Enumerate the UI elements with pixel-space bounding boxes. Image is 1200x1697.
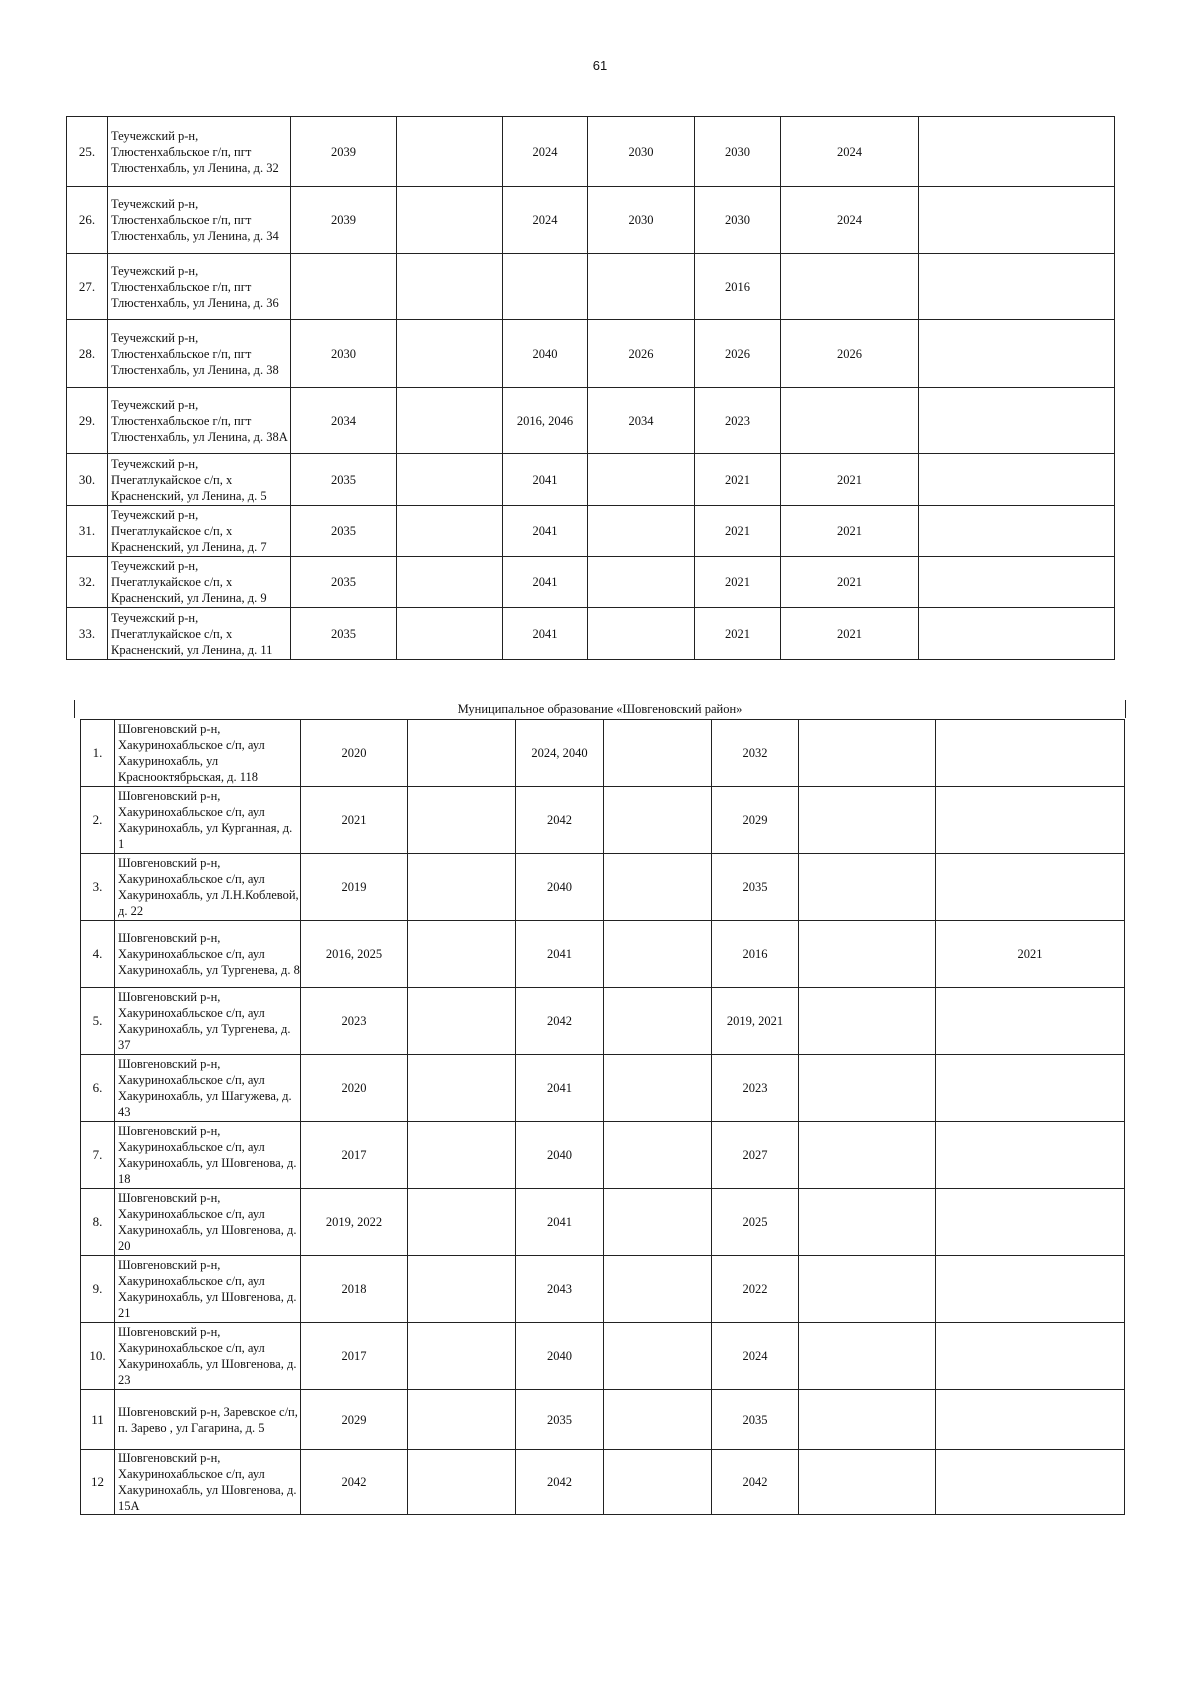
year-cell: 2016 <box>712 921 799 988</box>
table-row <box>81 720 1125 787</box>
year-cell <box>408 988 516 1055</box>
address-cell: Теучежский р-н, Тлюстенхабльское г/п, пгт Тлюстенхабль, ул Ленина, д. 36 <box>108 254 291 320</box>
year-cell <box>799 988 936 1055</box>
year-cell: 2042 <box>516 988 604 1055</box>
year-cell <box>919 187 1115 254</box>
year-cell <box>919 388 1115 454</box>
address-cell: Теучежский р-н, Тлюстенхабльское г/п, пгт Тлюстенхабль, ул Ленина, д. 34 <box>108 187 291 254</box>
year-cell <box>781 254 919 320</box>
year-cell <box>408 1256 516 1323</box>
row-number: 30. <box>67 454 108 506</box>
year-cell <box>936 988 1125 1055</box>
address-cell: Шовгеновский р-н, Хакуринохабльское с/п, аул Хакуринохабль, ул Шовгенова, д. 21 <box>115 1256 301 1323</box>
year-cell: 2030 <box>588 117 695 187</box>
year-cell <box>604 1256 712 1323</box>
year-cell <box>397 187 503 254</box>
year-cell: 2030 <box>291 320 397 388</box>
year-cell <box>604 921 712 988</box>
year-cell: 2040 <box>516 854 604 921</box>
year-cell <box>799 1122 936 1189</box>
year-cell: 2041 <box>503 608 588 660</box>
year-cell <box>799 1323 936 1390</box>
year-cell <box>919 557 1115 608</box>
table-row <box>67 320 1115 388</box>
year-cell <box>397 608 503 660</box>
row-number: 33. <box>67 608 108 660</box>
year-cell: 2019, 2022 <box>301 1189 408 1256</box>
year-cell: 2025 <box>712 1189 799 1256</box>
year-cell: 2039 <box>291 187 397 254</box>
table-row <box>67 506 1115 557</box>
year-cell: 2024 <box>503 117 588 187</box>
year-cell: 2029 <box>712 787 799 854</box>
table-row <box>67 454 1115 506</box>
year-cell: 2035 <box>712 1390 799 1450</box>
year-cell: 2041 <box>503 506 588 557</box>
address-cell: Шовгеновский р-н, Хакуринохабльское с/п, аул Хакуринохабль, ул Шагужева, д. 43 <box>115 1055 301 1122</box>
year-cell: 2026 <box>781 320 919 388</box>
address-cell: Теучежский р-н, Тлюстенхабльское г/п, пгт Тлюстенхабль, ул Ленина, д. 38 <box>108 320 291 388</box>
row-number: 10. <box>81 1323 115 1390</box>
table-row <box>81 1189 1125 1256</box>
year-cell: 2021 <box>695 557 781 608</box>
year-cell: 2017 <box>301 1122 408 1189</box>
table-row <box>81 1256 1125 1323</box>
year-cell <box>604 1055 712 1122</box>
address-cell: Теучежский р-н, Пчегатлукайское с/п, х Красненский, ул Ленина, д. 9 <box>108 557 291 608</box>
year-cell: 2016 <box>695 254 781 320</box>
year-cell <box>408 1390 516 1450</box>
year-cell: 2043 <box>516 1256 604 1323</box>
year-cell: 2035 <box>291 506 397 557</box>
year-cell <box>604 1122 712 1189</box>
year-cell: 2035 <box>291 454 397 506</box>
year-cell: 2030 <box>588 187 695 254</box>
table-row <box>67 254 1115 320</box>
year-cell: 2026 <box>695 320 781 388</box>
year-cell <box>799 1055 936 1122</box>
table-row <box>81 787 1125 854</box>
year-cell: 2042 <box>516 1450 604 1515</box>
year-cell: 2035 <box>712 854 799 921</box>
year-cell <box>408 854 516 921</box>
year-cell: 2024 <box>712 1323 799 1390</box>
row-number: 1. <box>81 720 115 787</box>
section-heading: Муниципальное образование «Шовгеновский район» <box>74 700 1126 718</box>
year-cell <box>781 388 919 454</box>
row-number: 32. <box>67 557 108 608</box>
year-cell <box>408 1189 516 1256</box>
year-cell <box>397 117 503 187</box>
year-cell: 2023 <box>301 988 408 1055</box>
year-cell <box>936 1323 1125 1390</box>
year-cell: 2020 <box>301 1055 408 1122</box>
year-cell <box>604 1390 712 1450</box>
address-cell: Шовгеновский р-н, Хакуринохабльское с/п, аул Хакуринохабль, ул Шовгенова, д. 18 <box>115 1122 301 1189</box>
row-number: 28. <box>67 320 108 388</box>
year-cell: 2024 <box>781 117 919 187</box>
table-body <box>81 720 1125 1515</box>
year-cell: 2021 <box>695 608 781 660</box>
year-cell <box>919 454 1115 506</box>
year-cell: 2023 <box>695 388 781 454</box>
year-cell: 2021 <box>695 506 781 557</box>
year-cell <box>408 1450 516 1515</box>
year-cell <box>408 1323 516 1390</box>
year-cell: 2042 <box>712 1450 799 1515</box>
year-cell <box>799 1450 936 1515</box>
year-cell: 2041 <box>516 1055 604 1122</box>
row-number: 27. <box>67 254 108 320</box>
row-number: 26. <box>67 187 108 254</box>
year-cell <box>397 557 503 608</box>
year-cell: 2035 <box>291 608 397 660</box>
row-number: 29. <box>67 388 108 454</box>
address-cell: Шовгеновский р-н, Хакуринохабльское с/п, аул Хакуринохабль, ул Тургенева, д. 37 <box>115 988 301 1055</box>
year-cell <box>408 921 516 988</box>
row-number: 25. <box>67 117 108 187</box>
table-row <box>67 557 1115 608</box>
row-number: 4. <box>81 921 115 988</box>
address-cell: Теучежский р-н, Тлюстенхабльское г/п, пгт Тлюстенхабль, ул Ленина, д. 32 <box>108 117 291 187</box>
address-cell: Шовгеновский р-н, Хакуринохабльское с/п, аул Хакуринохабль, ул Шовгенова, д. 15А <box>115 1450 301 1515</box>
address-cell: Шовгеновский р-н, Хакуринохабльское с/п, аул Хакуринохабль, ул Краснооктябрьская, д. 118 <box>115 720 301 787</box>
year-cell <box>604 1450 712 1515</box>
year-cell <box>919 608 1115 660</box>
address-cell: Шовгеновский р-н, Хакуринохабльское с/п, аул Хакуринохабль, ул Тургенева, д. 8 <box>115 921 301 988</box>
table-row <box>67 388 1115 454</box>
address-cell: Теучежский р-н, Пчегатлукайское с/п, х Красненский, ул Ленина, д. 7 <box>108 506 291 557</box>
year-cell <box>408 1122 516 1189</box>
table-row <box>81 1055 1125 1122</box>
year-cell <box>936 1450 1125 1515</box>
year-cell: 2020 <box>301 720 408 787</box>
table-row <box>67 117 1115 187</box>
year-cell: 2018 <box>301 1256 408 1323</box>
row-number: 5. <box>81 988 115 1055</box>
address-cell: Теучежский р-н, Пчегатлукайское с/п, х Красненский, ул Ленина, д. 11 <box>108 608 291 660</box>
table-teuchezh <box>66 116 1115 660</box>
year-cell: 2023 <box>712 1055 799 1122</box>
year-cell <box>604 1189 712 1256</box>
year-cell <box>408 1055 516 1122</box>
year-cell <box>936 1122 1125 1189</box>
address-cell: Шовгеновский р-н, Хакуринохабльское с/п, аул Хакуринохабль, ул Шовгенова, д. 23 <box>115 1323 301 1390</box>
year-cell <box>588 608 695 660</box>
year-cell: 2021 <box>781 608 919 660</box>
year-cell <box>588 557 695 608</box>
year-cell: 2016, 2025 <box>301 921 408 988</box>
year-cell <box>291 254 397 320</box>
year-cell: 2041 <box>516 1189 604 1256</box>
year-cell: 2034 <box>291 388 397 454</box>
year-cell: 2017 <box>301 1323 408 1390</box>
row-number: 7. <box>81 1122 115 1189</box>
year-cell: 2026 <box>588 320 695 388</box>
year-cell <box>799 854 936 921</box>
year-cell: 2042 <box>301 1450 408 1515</box>
year-cell: 2027 <box>712 1122 799 1189</box>
year-cell <box>919 506 1115 557</box>
year-cell <box>799 1390 936 1450</box>
year-cell <box>936 787 1125 854</box>
year-cell: 2035 <box>291 557 397 608</box>
year-cell: 2024 <box>503 187 588 254</box>
year-cell: 2041 <box>503 557 588 608</box>
table-row <box>81 1450 1125 1515</box>
year-cell <box>408 720 516 787</box>
year-cell <box>936 720 1125 787</box>
row-number: 8. <box>81 1189 115 1256</box>
row-number: 9. <box>81 1256 115 1323</box>
year-cell <box>936 1256 1125 1323</box>
year-cell: 2032 <box>712 720 799 787</box>
year-cell <box>799 720 936 787</box>
row-number: 6. <box>81 1055 115 1122</box>
year-cell: 2016, 2046 <box>503 388 588 454</box>
table-row <box>67 608 1115 660</box>
year-cell <box>799 787 936 854</box>
year-cell <box>503 254 588 320</box>
table-row <box>81 1122 1125 1189</box>
year-cell <box>799 1189 936 1256</box>
year-cell <box>604 854 712 921</box>
address-cell: Шовгеновский р-н, Хакуринохабльское с/п, аул Хакуринохабль, ул Курганная, д. 1 <box>115 787 301 854</box>
year-cell <box>936 1189 1125 1256</box>
year-cell <box>397 320 503 388</box>
year-cell: 2024 <box>781 187 919 254</box>
year-cell: 2021 <box>781 454 919 506</box>
year-cell <box>397 254 503 320</box>
table-row <box>81 854 1125 921</box>
table-row <box>81 1323 1125 1390</box>
year-cell <box>588 254 695 320</box>
year-cell: 2019, 2021 <box>712 988 799 1055</box>
year-cell: 2029 <box>301 1390 408 1450</box>
year-cell: 2021 <box>781 506 919 557</box>
year-cell: 2040 <box>516 1323 604 1390</box>
row-number: 12 <box>81 1450 115 1515</box>
year-cell <box>397 388 503 454</box>
row-number: 31. <box>67 506 108 557</box>
address-cell: Шовгеновский р-н, Заревское с/п, п. Зарево , ул Гагарина, д. 5 <box>115 1390 301 1450</box>
year-cell <box>919 320 1115 388</box>
year-cell <box>604 720 712 787</box>
year-cell: 2021 <box>781 557 919 608</box>
year-cell <box>588 454 695 506</box>
year-cell <box>588 506 695 557</box>
row-number: 3. <box>81 854 115 921</box>
year-cell <box>604 988 712 1055</box>
year-cell <box>604 787 712 854</box>
year-cell: 2019 <box>301 854 408 921</box>
address-cell: Теучежский р-н, Тлюстенхабльское г/п, пгт Тлюстенхабль, ул Ленина, д. 38А <box>108 388 291 454</box>
year-cell: 2035 <box>516 1390 604 1450</box>
year-cell: 2030 <box>695 117 781 187</box>
year-cell: 2021 <box>695 454 781 506</box>
year-cell: 2024, 2040 <box>516 720 604 787</box>
row-number: 2. <box>81 787 115 854</box>
year-cell: 2039 <box>291 117 397 187</box>
year-cell <box>919 254 1115 320</box>
year-cell <box>936 1390 1125 1450</box>
table-row <box>81 921 1125 988</box>
year-cell <box>397 454 503 506</box>
table-body <box>67 117 1115 660</box>
year-cell <box>936 1055 1125 1122</box>
year-cell: 2040 <box>503 320 588 388</box>
year-cell: 2040 <box>516 1122 604 1189</box>
year-cell: 2021 <box>936 921 1125 988</box>
address-cell: Шовгеновский р-н, Хакуринохабльское с/п, аул Хакуринохабль, ул Л.Н.Коблевой, д. 22 <box>115 854 301 921</box>
year-cell: 2022 <box>712 1256 799 1323</box>
table-row <box>81 1390 1125 1450</box>
table-row <box>81 988 1125 1055</box>
table-row <box>67 187 1115 254</box>
year-cell: 2021 <box>301 787 408 854</box>
year-cell: 2041 <box>503 454 588 506</box>
address-cell: Шовгеновский р-н, Хакуринохабльское с/п, аул Хакуринохабль, ул Шовгенова, д. 20 <box>115 1189 301 1256</box>
year-cell: 2030 <box>695 187 781 254</box>
year-cell <box>799 921 936 988</box>
row-number: 11 <box>81 1390 115 1450</box>
year-cell <box>397 506 503 557</box>
year-cell <box>919 117 1115 187</box>
year-cell: 2042 <box>516 787 604 854</box>
page-number: 61 <box>592 58 608 73</box>
year-cell <box>408 787 516 854</box>
year-cell <box>936 854 1125 921</box>
year-cell <box>604 1323 712 1390</box>
address-cell: Теучежский р-н, Пчегатлукайское с/п, х Красненский, ул Ленина, д. 5 <box>108 454 291 506</box>
year-cell: 2034 <box>588 388 695 454</box>
year-cell <box>799 1256 936 1323</box>
year-cell: 2041 <box>516 921 604 988</box>
table-shovgenov <box>80 719 1125 1515</box>
